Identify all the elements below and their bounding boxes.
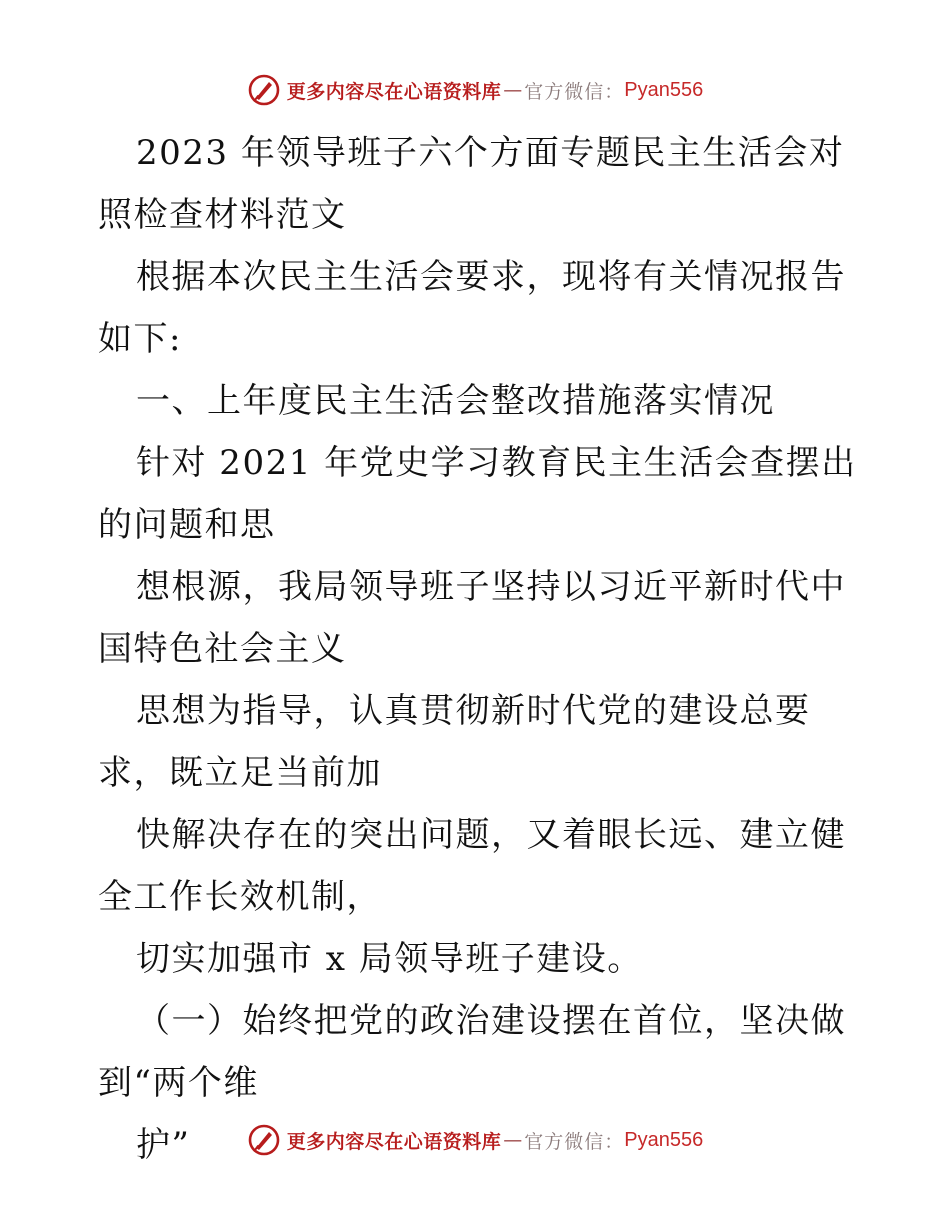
paragraph: 根据本次民主生活会要求，现将有关情况报告如下: — [98, 257, 846, 359]
banner-wechat-id: Pyan556 — [624, 1128, 704, 1151]
footer-banner — [0, 1120, 950, 1160]
banner-brand-text: 更多内容尽在心语资料库 — [286, 1130, 502, 1153]
document-body — [98, 122, 858, 1176]
paragraph: 针对 2021 年党史学习教育民主生活会查摆出的问题和思 — [98, 443, 857, 545]
quill-logo-icon — [247, 73, 281, 107]
header-banner — [0, 70, 950, 110]
paragraph: 思想为指导，认真贯彻新时代党的建设总要求，既立足当前加 — [98, 691, 811, 793]
document-title: 2023 年领导班子六个方面专题民主生活会对照检查材料范文 — [98, 133, 845, 235]
subsection-heading: （一）始终把党的政治建设摆在首位，坚决做到“两个维 — [98, 1001, 846, 1103]
paragraph: 切实加强市 x 局领导班子建设。 — [136, 939, 643, 979]
section-heading: 一、上年度民主生活会整改措施落实情况 — [136, 381, 775, 421]
quill-logo-icon — [247, 1123, 281, 1157]
banner-separator: — — [503, 79, 523, 101]
banner-wechat-id: Pyan556 — [624, 78, 704, 101]
banner-official-label: 官方微信： — [524, 80, 625, 103]
banner-official-label: 官方微信： — [524, 1130, 625, 1153]
banner-separator: — — [503, 1129, 523, 1151]
paragraph: 护” — [136, 1125, 191, 1165]
banner-brand-text: 更多内容尽在心语资料库 — [286, 80, 502, 103]
paragraph: 想根源，我局领导班子坚持以习近平新时代中国特色社会主义 — [98, 567, 846, 669]
paragraph: 快解决存在的突出问题，又着眼长远、建立健全工作长效机制， — [98, 815, 846, 917]
